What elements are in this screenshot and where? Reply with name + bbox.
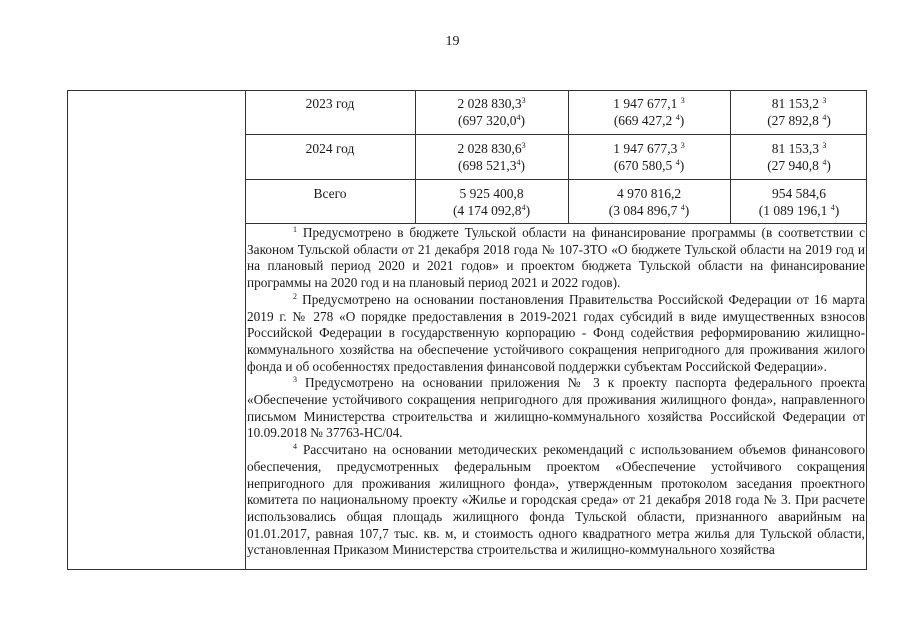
footnote: $^3$ Предусмотрено на основании приложения № 3 к проекту паспорта федерального проекта «Обеспечение устойчивого сокращения непригодного для проживания жилищного фонда», направленного письмом Министерства строительства и жилищно-коммунального хозяйства Российской Федерации от 10.09.2018 № 37763-НС/04.: [247, 375, 865, 441]
table-cell-regional: 954 584,6 (1 089 196,1 $^4$): [758, 186, 840, 218]
footnotes: [247, 225, 865, 559]
table-cell-federal: 1 947 677,3 $^3$ (670 580,5 $^4$): [613, 141, 685, 173]
table-cell-federal: 1 947 677,1 $^3$ (669 427,2 $^4$): [613, 96, 685, 128]
footnote: $^1$ Предусмотрено в бюджете Тульской области на финансирование программы (в соответствии с Законом Тульской области от 21 декабря 2018 года № 107-ЗТО «О бюджете Тульской области на 2019 год и на плановый период 2020 и 2021 годов» и проектом бюджета Тульской области на финансирование программы на 2020 год и на плановый период 2021 и 2022 годов).: [247, 225, 865, 291]
table-cell-regional: 81 153,2 $^3$ (27 892,8 $^4$): [767, 96, 831, 128]
table-row-year: 2024 год: [305, 141, 355, 156]
table-cell-total: 2 028 830,3$^3$ (697 320,0$^4$): [457, 96, 526, 128]
table-row-year: Всего: [313, 186, 347, 201]
footnote: $^2$ Предусмотрено на основании постановления Правительства Российской Федерации от 16 марта 2019 г. № 278 «О порядке предоставления в 2019-2021 годах субсидий в виде имущественных взносов Российской Федерации в государственную корпорацию - Фонд содействия реформированию жилищно-коммунального хозяйства на обеспечение устойчивого сокращения непригодного для проживания жилого фонда и об особенностях предоставления финансовой поддержки субъектам Российской Федерации».: [247, 291, 865, 374]
table-row-year: 2023 год: [305, 96, 355, 111]
funding-table: [67, 90, 867, 570]
table-cell-total: 2 028 830,6$^3$ (698 521,3$^4$): [457, 141, 526, 173]
page-number: 19: [445, 34, 460, 49]
table-cell-regional: 81 153,3 $^3$ (27 940,8 $^4$): [767, 141, 831, 173]
footnote: $^4$ Рассчитано на основании методических рекомендаций с использованием объемов финансового обеспечения, предусмотренных федеральным проектом «Обеспечение устойчивого сокращения непригодного для проживания жилищного фонда», утвержденным протоколом заседания проектного комитета по национальному проекту «Жилье и городская среда» от 21 декабря 2018 года № 3. При расчете использовались общая площадь жилищного фонда Тульской области, признанного аварийным на 01.01.2017, равная 107,7 тыс. кв. м, и стоимость одного квадратного метра жилья для Тульской области, установленная Приказом Министерства строительства и жилищно-коммунального хозяйства: [247, 442, 865, 558]
row-divider: [245, 223, 866, 224]
table-cell-total: 5 925 400,8 (4 174 092,8$^4$): [452, 186, 531, 218]
row-divider: [245, 134, 866, 135]
table-cell-federal: 4 970 816,2 (3 084 896,7 $^4$): [608, 186, 690, 218]
column-divider: [245, 91, 246, 569]
row-divider: [245, 179, 866, 180]
